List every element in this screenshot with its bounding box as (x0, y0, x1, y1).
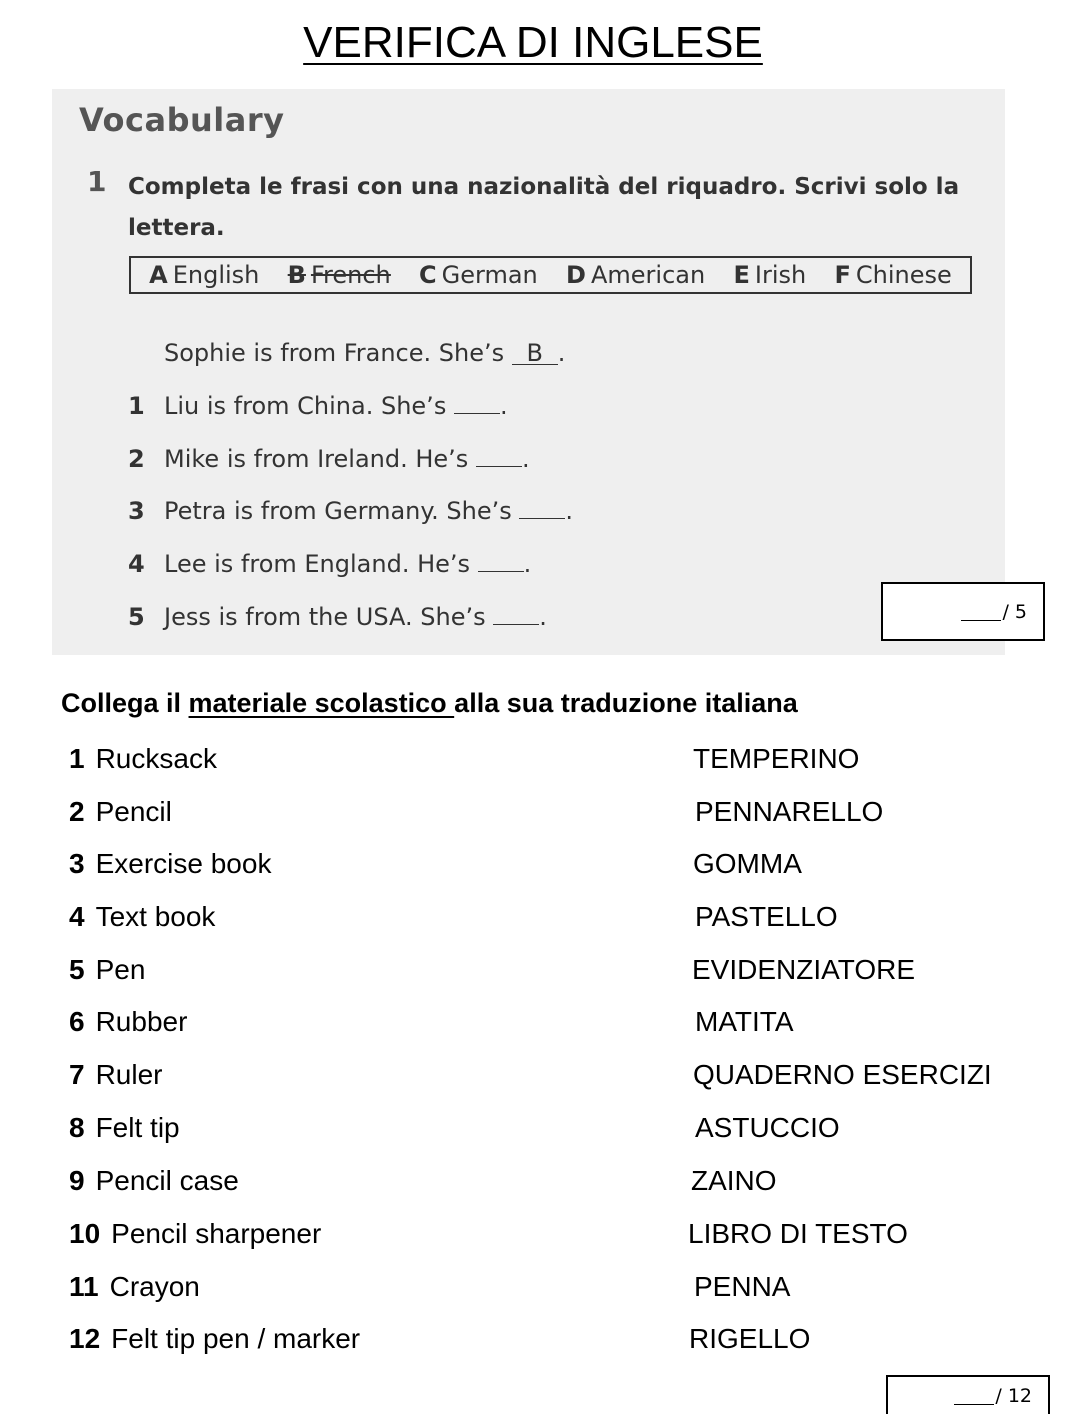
option-a: A English (149, 261, 260, 289)
option-b: B French (287, 261, 391, 289)
option-f: F Chinese (834, 261, 952, 289)
english-item-9: 9 Pencil case (69, 1165, 239, 1196)
answer-blank-1[interactable] (454, 413, 500, 414)
exercise-instruction: Completa le frasi con una nazionalità del riquadro. Scrivi solo la lettera. (128, 174, 960, 241)
english-item-4: 4 Text book (69, 901, 216, 932)
italian-item: EVIDENZIATORE (692, 954, 916, 985)
vocabulary-heading: Vocabulary (79, 101, 285, 139)
sentence-5: 5 Jess is from the USA. She’s . (128, 603, 547, 631)
matching-instruction: Collega il materiale scolastico alla sua traduzione italiana (61, 688, 798, 718)
italian-item: LIBRO DI TESTO (688, 1218, 908, 1249)
answer-blank-2[interactable] (476, 466, 522, 467)
score-box-vocabulary: / 5 (881, 582, 1045, 641)
english-item-11: 11 Crayon (69, 1271, 200, 1302)
answer-blank-4[interactable] (478, 571, 524, 572)
italian-item: QUADERNO ESERCIZI (693, 1059, 992, 1090)
example-sentence: Sophie is from France. She’s B . (164, 339, 566, 367)
english-item-8: 8 Felt tip (69, 1112, 180, 1143)
english-item-10: 10 Pencil sharpener (69, 1218, 322, 1249)
italian-item: ZAINO (691, 1165, 777, 1196)
english-item-12: 12 Felt tip pen / marker (69, 1323, 361, 1354)
english-item-5: 5 Pen (69, 954, 146, 985)
answer-blank-3[interactable] (519, 518, 565, 519)
italian-item: ASTUCCIO (695, 1112, 840, 1143)
english-item-7: 7 Ruler (69, 1059, 163, 1090)
english-item-1: 1 Rucksack (69, 743, 217, 774)
english-item-2: 2 Pencil (69, 796, 172, 827)
sentence-4: 4 Lee is from England. He’s . (128, 550, 532, 578)
score-blank[interactable] (954, 1386, 994, 1405)
nationality-options-box (129, 256, 972, 294)
option-c: C German (419, 261, 538, 289)
italian-item: PENNARELLO (695, 796, 884, 827)
italian-item: PASTELLO (695, 901, 838, 932)
sentence-1: 1 Liu is from China. She’s . (128, 392, 508, 420)
answer-blank-5[interactable] (493, 624, 539, 625)
page-title-text: VERIFICA DI INGLESE (303, 18, 763, 67)
italian-item: PENNA (694, 1271, 791, 1302)
italian-item: TEMPERINO (693, 743, 860, 774)
example-answer: B (512, 342, 558, 365)
english-item-6: 6 Rubber (69, 1006, 188, 1037)
score-blank[interactable] (961, 602, 1001, 621)
english-item-3: 3 Exercise book (69, 848, 272, 879)
italian-item: RIGELLO (689, 1323, 811, 1354)
vocabulary-exercise-scan (52, 89, 1005, 655)
sentence-3: 3 Petra is from Germany. She’s . (128, 497, 574, 525)
option-e: E Irish (733, 261, 807, 289)
option-d: D American (566, 261, 706, 289)
italian-item: GOMMA (693, 848, 802, 879)
italian-item: MATITA (695, 1006, 794, 1037)
sentence-2: 2 Mike is from Ireland. He’s . (128, 445, 530, 473)
score-box-matching: / 12 (886, 1375, 1050, 1414)
exercise-number: 1 (87, 165, 107, 198)
page-title (0, 18, 1066, 68)
